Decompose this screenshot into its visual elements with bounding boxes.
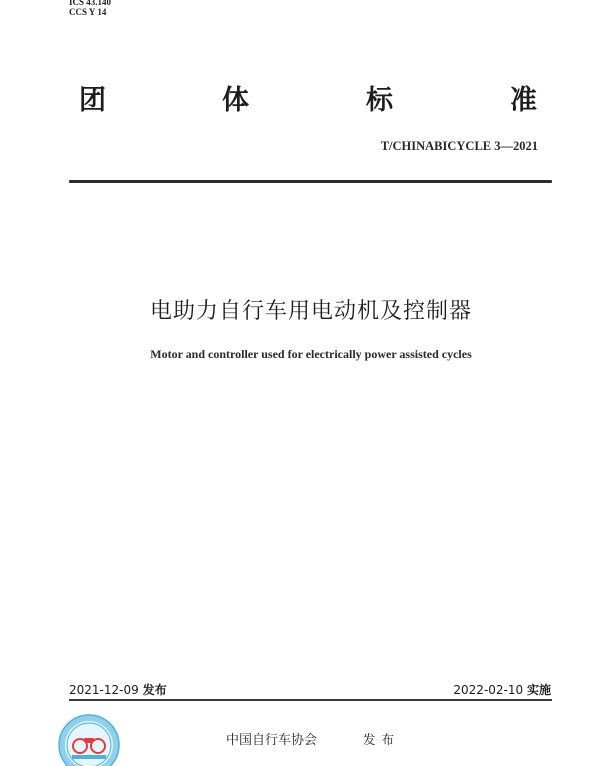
publish-label: 发布 xyxy=(363,732,401,747)
footer-divider xyxy=(69,699,552,701)
association-seal-icon xyxy=(58,714,120,766)
publisher-name: 中国自行车协会 xyxy=(226,733,318,748)
doc-type-char: 标 xyxy=(366,85,393,116)
effective-label: 实施 xyxy=(526,683,551,697)
title-chinese: 电助力自行车用电动机及控制器 xyxy=(149,299,472,324)
effective-date-block xyxy=(453,681,551,698)
issue-date-block xyxy=(69,681,167,698)
document-type-heading xyxy=(0,84,600,118)
title-english: Motor and controller used for electrically power assisted cycles xyxy=(150,347,472,361)
doc-type-char: 体 xyxy=(222,85,249,116)
doc-type-char: 团 xyxy=(79,85,106,116)
standard-code: T/CHINABICYCLE 3—2021 xyxy=(380,139,538,153)
effective-date: 2022-02-10 xyxy=(453,683,524,697)
classification-codes xyxy=(69,0,111,17)
issue-label: 发布 xyxy=(142,683,167,697)
ccs-code: CCS Y 14 xyxy=(69,7,107,17)
header-divider xyxy=(69,180,552,183)
issue-date: 2021-12-09 xyxy=(69,683,139,697)
ics-code: ICS 43.140 xyxy=(69,0,112,7)
doc-type-char: 准 xyxy=(510,85,537,116)
